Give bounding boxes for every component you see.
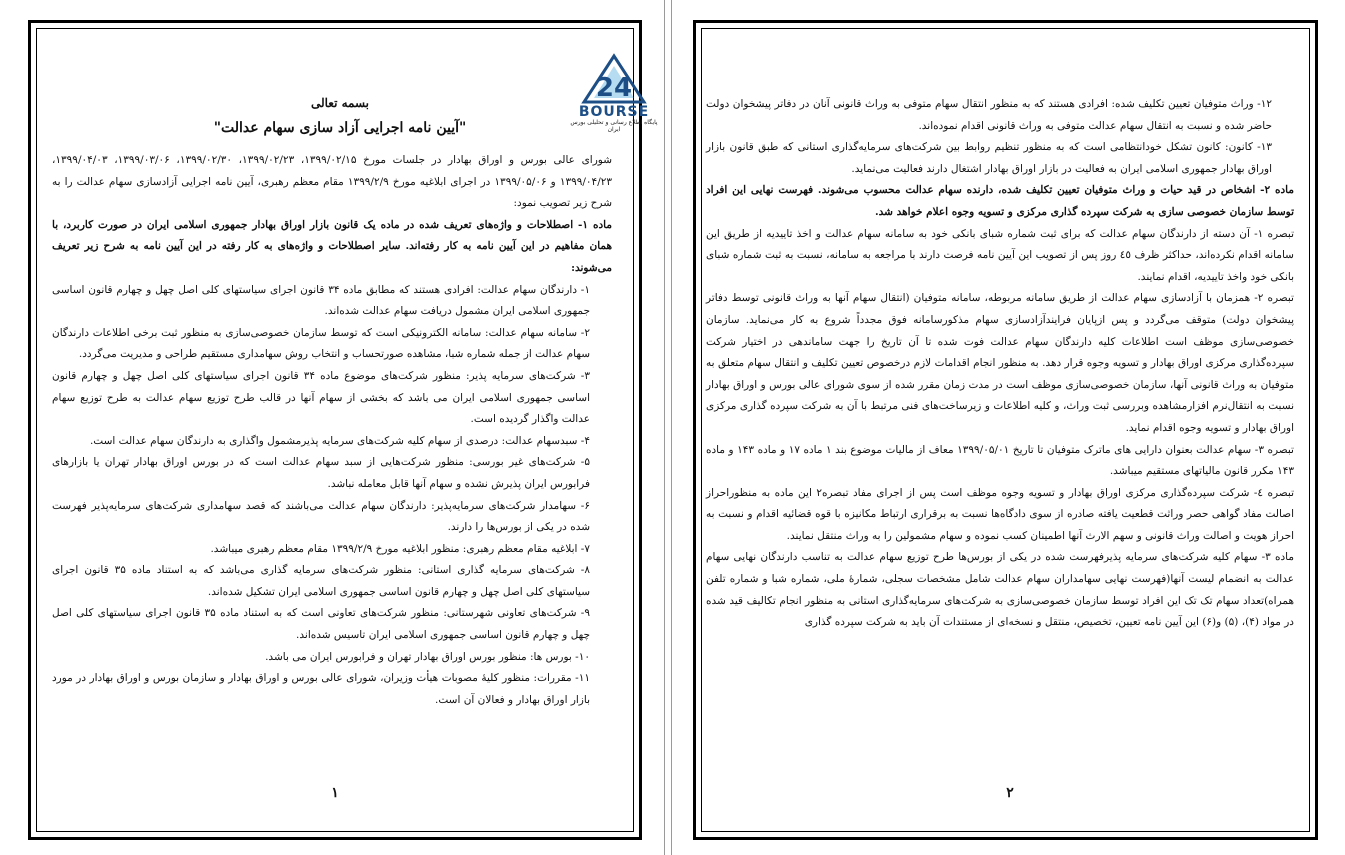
page-gutter [664,0,672,855]
definition-item: ۲- سامانه سهام عدالت: سامانه الکترونیکی است که توسط سازمان خصوصی‌سازی به منظور ثبت برخی اطلاعات دارندگان سهام عدالت از جمله شماره شبا، مشاهده صورتحساب و انتخاب روش سهامداری مستقیم طراحی و مدیریت می‌گردد. [52,326,590,361]
note-paragraph: تبصره ۲- همزمان با آزادسازی سهام عدالت از طریق سامانه مربوطه، سامانه متوفیان (انتقال سهام آنها به وراث قانونی توسط دفاتر پیشخوان دولت) متوقف می‌گردد و پس ازپایان فرایندآزادسازی سهام مذکورسامانه فوق مجدداً شروع به کار می‌نماید. سازمان خصوصی‌سازی موظف است اطلاعات کلیه دارندگان سهام عدالت فوت شده تا آن تاریخ را جهت ساماندهی در اختیار شرکت سپرده‌گذاری مرکزی اوراق بهادار و تسویه وجوه قرار دهد. به منظور انجام اقدامات لازم درخصوص تعیین تکلیف و انتقال سهام متعلق به متوفیان به وراث قانونی آنها، سازمان خصوصی‌سازی موظف است در مدت زمان مقرر شده از سوی شورای عالی بورس و اوراق بهادار نسبت به انتقال‌نرم افزارمشاهده وبررسی ثبت وراث، و کلیه اطلاعات و زیرساخت‌های فنی مرتبط با آن به شرکت سپرده گذاری مرکزی اوراق بهادار و تسویه وجوه اقدام نماید. [706,292,1294,434]
note-paragraph: تبصره ۱- آن دسته از دارندگان سهام عدالت که برای ثبت شماره شبای بانکی خود به سامانه سهام عدالت و اخذ تاییدیه از طریق این سامانه اقدام نکرده‌اند، حداکثر ظرف ٤٥ روز پس از تصویب این آیین نامه فرصت دارند با مراجعه به سامانه، نسبت به ثبت شماره شبای بانکی خود واخذ تاییدیه، اقدام نمایند. [706,227,1294,283]
svg-text:24: 24 [595,73,633,103]
definition-item: ۶- سهامدار شرکت‌های سرمایه‌پذیر: دارندگان سهام عدالت می‌باشند که قصد سهامداری شرکت‌های سرمایه‌پذیر فهرست شده در یکی از بورس‌ها را دارند. [52,499,590,534]
document-page-left [0,0,664,855]
page-body [706,94,1294,634]
document-page-right [672,0,1345,855]
note-paragraph: تبصره ۳- سهام عدالت بعنوان دارایی های ماترک متوفیان تا تاریخ ۱۳۹۹/۰۵/۰۱ معاف از مالیات موضوع بند ۱ ماده ۱۷ و ماده ۱۴۳ و ماده ۱۴۳ مکرر قانون مالیاتهای مستقیم میباشد. [706,443,1294,478]
definition-item: ۱۲- وراث متوفیان تعیین تکلیف شده: افرادی هستند که به منظور انتقال سهام متوفی به وراث قانونی آنان در دفاتر پیشخوان دولت حاضر شده و نسبت به انتقال سهام عدالت متوفی به وراث قانونی اقدام نموده‌اند. [706,98,1272,132]
document-title: "آیین نامه اجرایی آزاد سازی سهام عدالت" [213,120,467,136]
logo-tagline: پایگاه اطلاع رسانی و تحلیلی بورس ایران [570,119,658,133]
page-body [52,150,612,711]
basmala-heading: بسمه تعالی [310,96,370,110]
definition-item: ۴- سبدسهام عدالت: درصدی از سهام کلیه شرکت‌های سرمایه پذیرمشمول واگذاری به دارندگان سهام عدالت است. [89,434,590,447]
definition-item: ۱۱- مقررات: منظور کلیهٔ مصوبات هیأت وزیران، شورای عالی بورس و اوراق بهادار و سازمان بورس و اوراق بهادار در مورد بازار اوراق بهادار و فعالان آن است. [52,672,590,706]
article-2-paragraph: ماده ۲- اشخاص در قید حیات و وراث متوفیان تعیین تکلیف شده، دارنده سهام عدالت محسوب می‌شوند. فهرست نهایی این افراد توسط سازمان خصوصی سازی به شرکت سپرده گذاری مرکزی و تسویه وجوه اعلام خواهد شد. [706,184,1295,218]
page-number: ۲ [1006,785,1014,801]
note-paragraph: تبصره ٤- شرکت سپرده‌گذاری مرکزی اوراق بهادار و تسویه وجوه موظف است پس از اجرای مفاد تبصره۲ این ماده به منظوراحراز اصالت مفاد گواهی حصر وراثت قطعیت یافته صادره از سوی دادگاه‌ها نسبت به برقراری ارتباط مکانیزه با قوه قضائیه اقدام و نسبت به احراز هویت و اصالت وراث قانونی و سهم الارث آنها اطمینان کسب نموده و سهام مشمولین را به وراث منتقل نمایند. [706,486,1294,542]
preamble-paragraph: شورای عالی بورس و اوراق بهادار در جلسات مورخ ۱۳۹۹/۰۲/۱۵، ۱۳۹۹/۰۲/۲۳، ۱۳۹۹/۰۲/۳۰، ۱۳۹۹/۰۳/۰۶، ۱۳۹۹/۰۴/۰۳، ۱۳۹۹/۰۴/۲۳ و ۱۳۹۹/۰۵/۰۶ در اجرای ابلاغیه مورخ ۱۳۹۹/۲/۹ مقام معظم رهبری، آیین نامه اجرایی آزادسازی سهام عدالت را به شرح زیر تصویب نمود: [52,154,613,210]
article-1-paragraph: ماده ۱- اصطلاحات و واژه‌های تعریف شده در ماده یک قانون بازار اوراق بهادار جمهوری اسلامی ایران در صورت کاربرد، با همان مفاهیم در این آیین نامه به کار رفته‌اند. سایر اصطلاحات و واژه‌های به کار رفته در این آیین نامه به شرح زیر تعریف می‌شوند: [52,218,612,274]
definition-item: ۹- شرکت‌های تعاونی شهرستانی: منظور شرکت‌های تعاونی است که به استناد ماده ۳۵ قانون اجرای سیاستهای کلی اصل چهل و چهارم قانون اساسی جمهوری اسلامی ایران تاسیس شده‌اند. [52,607,591,642]
page-number: ۱ [331,785,339,801]
definition-item: ۳- شرکت‌های سرمایه پذیر: منظور شرکت‌های موضوع ماده ۳۴ قانون اجرای سیاستهای کلی اصل چهل و چهارم قانون اساسی جمهوری اسلامی ایران می باشد که بخشی از سهام آنها در قالب طرح توزیع سهام عدالت به طرح توزیع سهام عدالت واگذار گردیده است. [52,369,590,426]
definition-item: ۷- ابلاغیه مقام معظم رهبری: منظور ابلاغیه مورخ ۱۳۹۹/۲/۹ مقام معظم رهبری میباشد. [210,542,590,555]
logo-wordmark: BOURSE [578,104,650,120]
article-3-paragraph: ماده ۳- سهام کلیه شرکت‌های سرمایه پذیرفهرست شده در یکی از بورس‌ها طرح توزیع سهام عدالت به تناسب دارندگان نهایی سهام عدالت به انضمام لیست آنها(فهرست نهایی سهامداران سهام عدالت شامل مشخصات سجلی، شمارهٔ ملی، شماره شبا و شماره تلفن همراه)تعداد سهام تک تک این افراد توسط سازمان خصوصی‌سازی به شرکت‌های سرمایه‌گذاری استانی به منظور انجام تکالیف قید شده در مواد (۴)، (۵) و(۶) این آیین نامه تعیین، تخصیص، منتقل و نسخه‌ای از مستندات آن باید به شرکت سپرده گذاری [706,551,1295,629]
definition-item: ۵- شرکت‌های غیر بورسی: منظور شرکت‌هایی از سبد سهام عدالت است که در بورس اوراق بهادار تهران یا بازارهای فرابورس ایران پذیرش نشده و سهام آنها قابل معامله نباشد. [52,456,590,490]
definition-item: ۱- دارندگان سهام عدالت: افرادی هستند که مطابق ماده ۳۴ قانون اجرای سیاستهای کلی اصل چهل و چهارم قانون اساسی جمهوری اسلامی ایران مشمول دریافت سهام عدالت شده‌اند. [52,283,590,318]
bourse24-logo-icon [566,52,662,133]
definition-item: ۱۳- کانون: کانون تشکل خودانتظامی است که به منظور تنظیم روابط بین شرکت‌های سرمایه‌گذاری استانی که طبق قانون بازار اوراق بهادار جمهوری اسلامی ایران به فعالیت در بازار اوراق بهادار اشتغال دارند فعالیت می‌نماید. [706,141,1272,175]
definition-item: ۱۰- بورس ها: منظور بورس اوراق بهادار تهران و فرابورس ایران می باشد. [265,650,590,663]
definition-item: ۸- شرکت‌های سرمایه گذاری استانی: منظور شرکت‌های سرمایه گذاری می‌باشد که به استناد ماده ۳۵ قانون اجرای سیاستهای کلی اصل چهل و چهارم قانون اساسی جمهوری اسلامی ایران تشکیل شده‌اند. [52,564,590,598]
